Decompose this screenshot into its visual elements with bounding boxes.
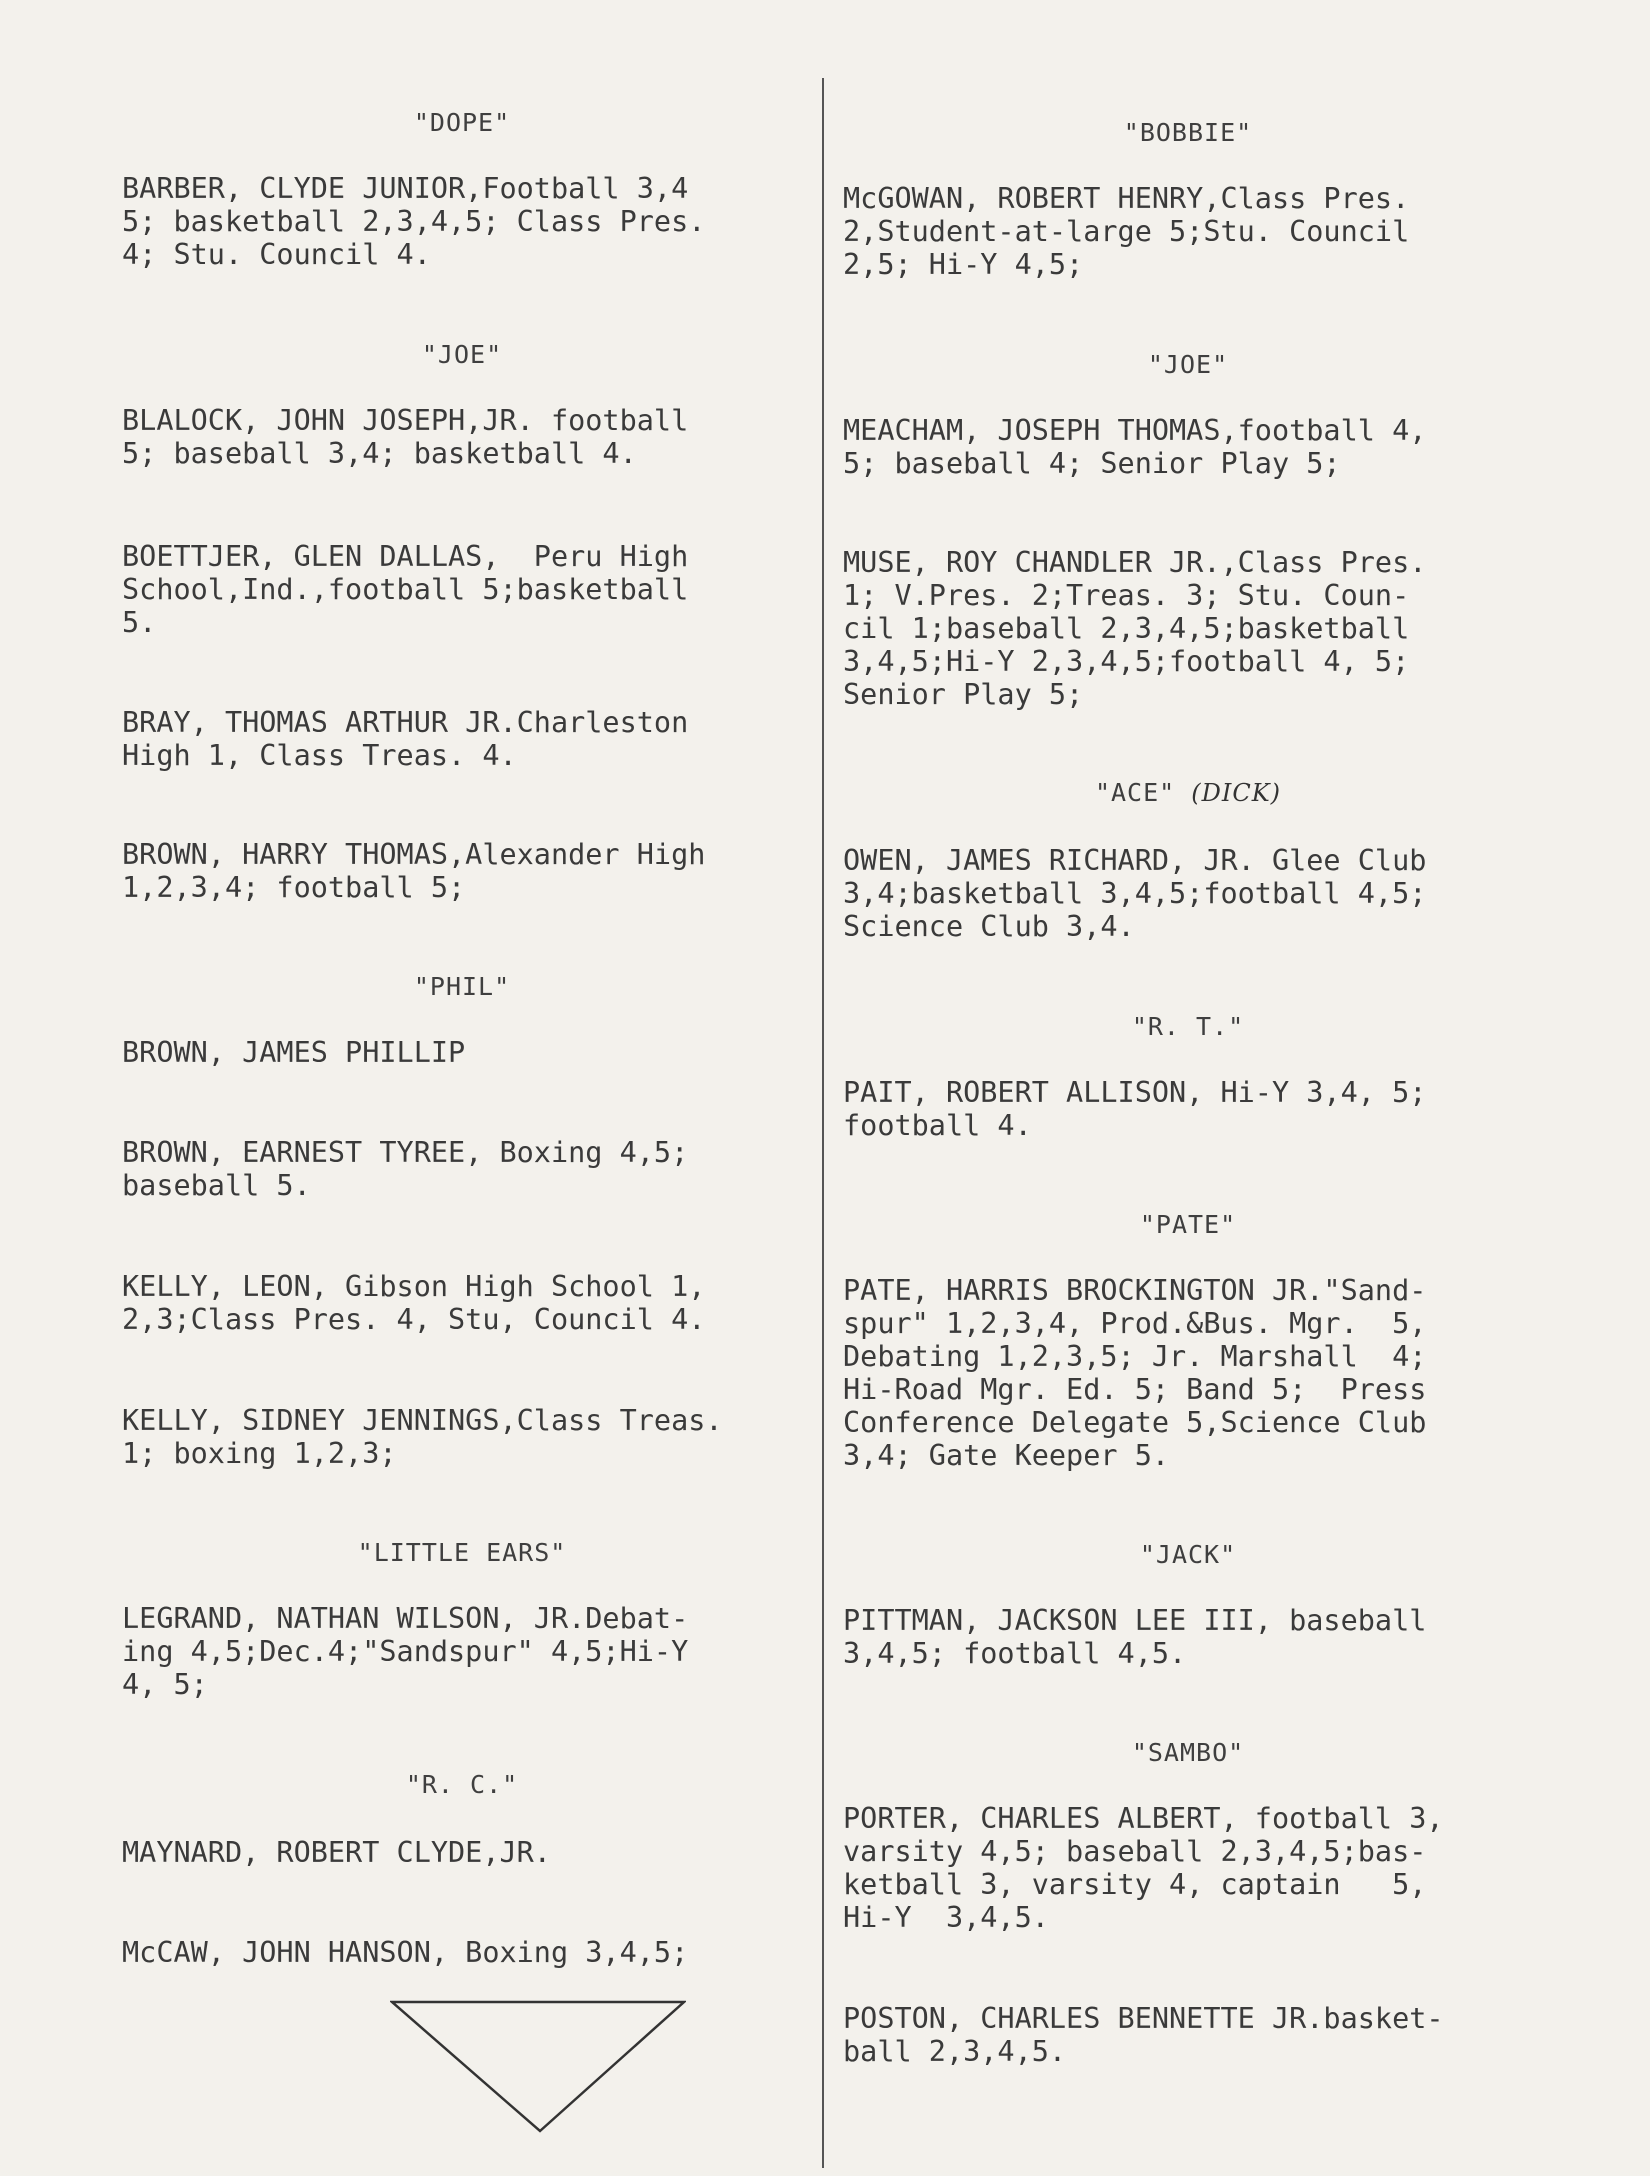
senior-entry: MEACHAM, JOSEPH THOMAS,football 4, 5; baseball 4; Senior Play 5;: [843, 414, 1427, 480]
nickname: "R. C.": [405, 1770, 519, 1799]
senior-entry: BROWN, HARRY THOMAS,Alexander High 1,2,3,4; football 5;: [122, 838, 706, 904]
senior-entry: BROWN, JAMES PHILLIP: [122, 1036, 466, 1069]
senior-entry: MAYNARD, ROBERT CLYDE,JR.: [122, 1836, 551, 1869]
senior-entry: PAIT, ROBERT ALLISON, Hi-Y 3,4, 5; football 4.: [843, 1076, 1427, 1142]
nickname: "DOPE": [413, 108, 511, 137]
senior-entry: PORTER, CHARLES ALBERT, football 3, varsity 4,5; baseball 2,3,4,5;bas- ketball 3, varsity 4, captain 5, Hi-Y 3,4,5.: [843, 1802, 1444, 1934]
senior-entry: BLALOCK, JOHN JOSEPH,JR. football 5; baseball 3,4; basketball 4.: [122, 404, 689, 470]
senior-entry: OWEN, JAMES RICHARD, JR. Glee Club 3,4;basketball 3,4,5;football 4,5; Science Club 3,4.: [843, 844, 1427, 943]
nickname: "R. T.": [1131, 1012, 1245, 1041]
nickname: "ACE": [1094, 778, 1176, 807]
nickname: "LITTLE EARS": [357, 1538, 567, 1567]
senior-entry: KELLY, SIDNEY JENNINGS,Class Treas. 1; boxing 1,2,3;: [122, 1404, 723, 1470]
senior-entry: MUSE, ROY CHANDLER JR.,Class Pres. 1; V.Pres. 2;Treas. 3; Stu. Coun- cil 1;baseball 2,3,4,5;basketball 3,4,5;Hi-Y 2,3,4,5;football 4, 5; Senior Play 5;: [843, 546, 1427, 711]
nickname: "JACK": [1139, 1540, 1237, 1569]
nickname: "BOBBIE": [1123, 118, 1253, 147]
senior-entry: PITTMAN, JACKSON LEE III, baseball 3,4,5; football 4,5.: [843, 1604, 1427, 1670]
handwritten-note: (DICK): [1191, 779, 1282, 807]
senior-entry: McGOWAN, ROBERT HENRY,Class Pres. 2,Student-at-large 5;Stu. Council 2,5; Hi-Y 4,5;: [843, 182, 1410, 281]
senior-entry: LEGRAND, NATHAN WILSON, JR.Debat- ing 4,5;Dec.4;"Sandspur" 4,5;Hi-Y 4, 5;: [122, 1602, 689, 1701]
senior-entry: BROWN, EARNEST TYREE, Boxing 4,5; baseball 5.: [122, 1136, 689, 1202]
nickname: "PATE": [1139, 1210, 1237, 1239]
column-divider: [822, 78, 824, 2168]
triangle-mark: [390, 2000, 686, 2134]
senior-entry: BRAY, THOMAS ARTHUR JR.Charleston High 1, Class Treas. 4.: [122, 706, 689, 772]
senior-entry: PATE, HARRIS BROCKINGTON JR."Sand- spur" 1,2,3,4, Prod.&Bus. Mgr. 5, Debating 1,2,3,5; Jr. Marshall 4; Hi-Road Mgr. Ed. 5; Band 5; Press Conference Delegate 5,Science Club 3,4; Gate Keeper 5.: [843, 1274, 1427, 1472]
nickname: "JOE": [421, 340, 503, 369]
senior-entry: BOETTJER, GLEN DALLAS, Peru High School,Ind.,football 5;basketball 5.: [122, 540, 689, 639]
senior-entry: McCAW, JOHN HANSON, Boxing 3,4,5;: [122, 1936, 689, 1969]
senior-entry: POSTON, CHARLES BENNETTE JR.basket- ball 2,3,4,5.: [843, 2002, 1444, 2068]
nickname: "JOE": [1147, 350, 1229, 379]
nickname: "SAMBO": [1131, 1738, 1245, 1767]
senior-entry: KELLY, LEON, Gibson High School 1, 2,3;Class Pres. 4, Stu, Council 4.: [122, 1270, 706, 1336]
nickname: "PHIL": [413, 972, 511, 1001]
senior-entry: BARBER, CLYDE JUNIOR,Football 3,4 5; basketball 2,3,4,5; Class Pres. 4; Stu. Council 4.: [122, 172, 706, 271]
nickname-row: [843, 778, 1533, 807]
